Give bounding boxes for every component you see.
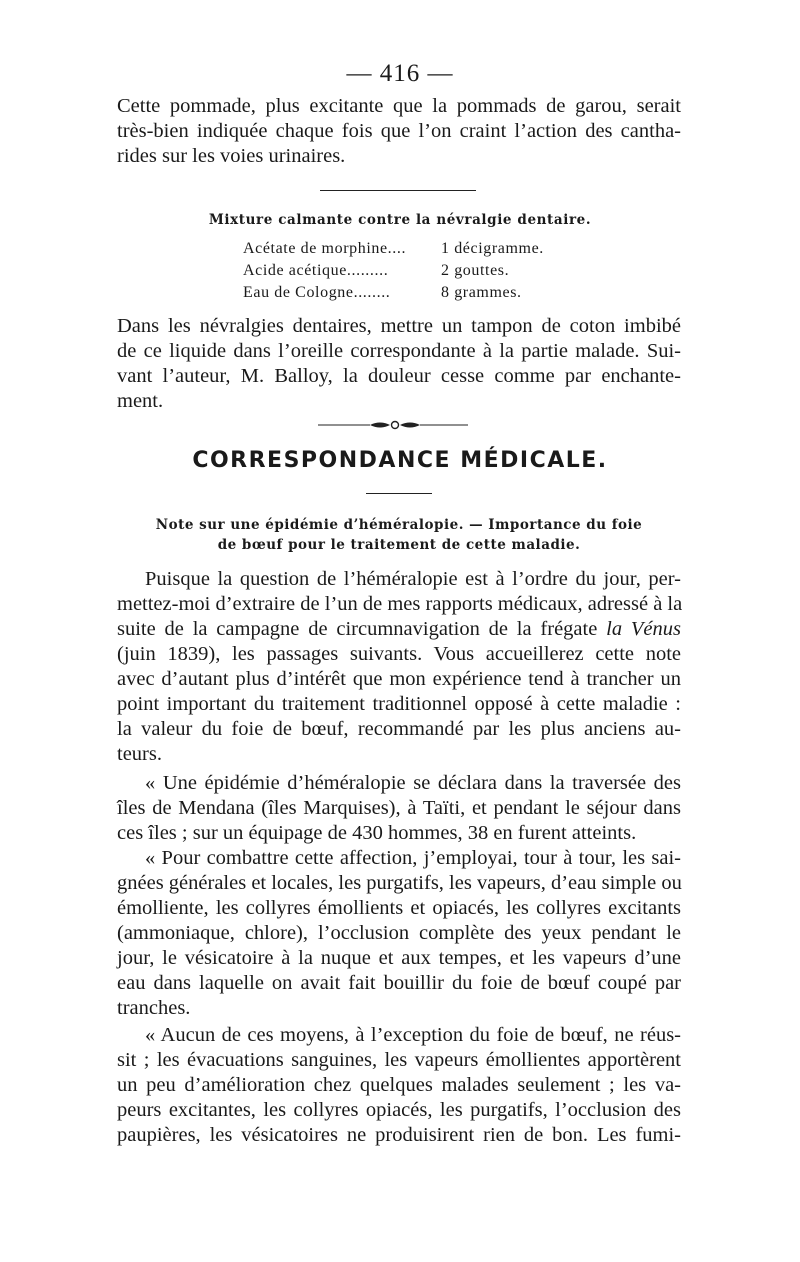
text-line: jour, le vésicatoire à la nuque et aux tempes, et les vapeurs d’une (117, 947, 681, 969)
text-line: « Aucun de ces moyens, à l’exception du foie de bœuf, ne réus- (145, 1024, 681, 1046)
text-line: (ammoniaque, chlore), l’occlusion complète des yeux pendant le (117, 922, 681, 944)
text-line: peurs excitantes, les collyres opiacés, les purgatifs, l’occlusion des (117, 1099, 681, 1121)
body-paragraph (117, 567, 681, 767)
text-line: Dans les névralgies dentaires, mettre un tampon de coton imbibé (117, 315, 681, 337)
text-line: de ce liquide dans l’oreille correspondante à la partie malade. Sui- (117, 340, 681, 362)
ship-name: la Vénus (606, 618, 682, 640)
recipe-ingredient: Eau de Cologne........ (243, 284, 391, 301)
recipe-quantity: 2 gouttes. (441, 262, 510, 279)
text-line: très-bien indiquée chaque fois que l’on craint l’action des cantha- (117, 120, 681, 142)
text-line: eau dans laquelle on avait fait bouillir du foie de bœuf coupé par (117, 972, 681, 994)
recipe-title: Mixture calmante contre la névralgie dentaire. (208, 212, 592, 228)
text-line: vant l’auteur, M. Balloy, la douleur cesse comme par enchante- (117, 365, 681, 387)
recipe-ingredient: Acide acétique......... (243, 262, 389, 279)
body-paragraph (117, 771, 681, 846)
text-line: gnées générales et locales, les purgatifs, les vapeurs, d’eau simple ou (117, 872, 682, 894)
body-paragraph (117, 1023, 681, 1148)
text-line: mettez-moi d’extraire de l’un de mes rapports médicaux, adressé à la (117, 593, 683, 615)
note-title-line: de bœuf pour le traitement de cette maladie. (217, 537, 581, 553)
recipe-list (243, 238, 544, 304)
note-title-line: Note sur une épidémie d’héméralopie. — Importance du foie (155, 517, 643, 533)
text-line: point important du traitement traditionnel opposé à cette maladie : (117, 693, 681, 715)
text-segment: suite de la campagne de circumnavigation de la frégate (117, 618, 607, 640)
text-line: avec d’autant plus d’intérêt que mon expérience tend à trancher un (117, 668, 681, 690)
text-line: ces îles ; sur un équipage de 430 hommes, 38 en furent atteints. (117, 822, 637, 844)
text-line: teurs. (117, 743, 162, 765)
title-underline (366, 493, 432, 494)
text-line (117, 617, 681, 642)
text-line: Puisque la question de l’héméralopie est à l’ordre du jour, per- (145, 568, 681, 590)
section-title: CORRESPONDANCE MÉDICALE. (192, 448, 608, 473)
recipe-row (243, 238, 544, 260)
text-line: rides sur les voies urinaires. (117, 145, 346, 167)
recipe-row (243, 282, 544, 304)
page-number: — 416 — (346, 60, 454, 87)
text-line: (juin 1839), les passages suivants. Vous accueillerez cette note (117, 643, 681, 665)
text-line: « Pour combattre cette affection, j’employai, tour à tour, les sai- (145, 847, 681, 869)
body-paragraph (117, 846, 681, 1021)
text-line: ment. (117, 390, 164, 412)
text-line: émolliente, les collyres émollients et opiacés, les collyres excitants (117, 897, 681, 919)
note-title (117, 515, 681, 555)
text-line: paupières, les vésicatoires ne produisirent rien de bon. Les fumi- (117, 1124, 681, 1146)
recipe-paragraph (117, 314, 681, 414)
text-line: « Une épidémie d’héméralopie se déclara dans la traversée des (145, 772, 681, 794)
recipe-ingredient: Acétate de morphine.... (243, 240, 407, 257)
text-line: tranches. (117, 997, 191, 1019)
section-divider (320, 190, 476, 191)
recipe-quantity: 1 décigramme. (441, 240, 544, 257)
text-line: sit ; les évacuations sanguines, les vapeurs émollientes apportèrent (117, 1049, 681, 1071)
recipe-quantity: 8 grammes. (441, 284, 522, 301)
recipe-row (243, 260, 544, 282)
ornamental-divider-icon (318, 418, 468, 432)
intro-paragraph (117, 94, 681, 169)
text-line: la valeur du foie de bœuf, recommandé par les plus anciens au- (117, 718, 681, 740)
text-line: îles de Mendana (îles Marquises), à Taïti, et pendant le séjour dans (117, 797, 681, 819)
text-line: Cette pommade, plus excitante que la pommads de garou, serait (117, 95, 681, 117)
text-line: un peu d’amélioration chez quelques malades seulement ; les va- (117, 1074, 681, 1096)
